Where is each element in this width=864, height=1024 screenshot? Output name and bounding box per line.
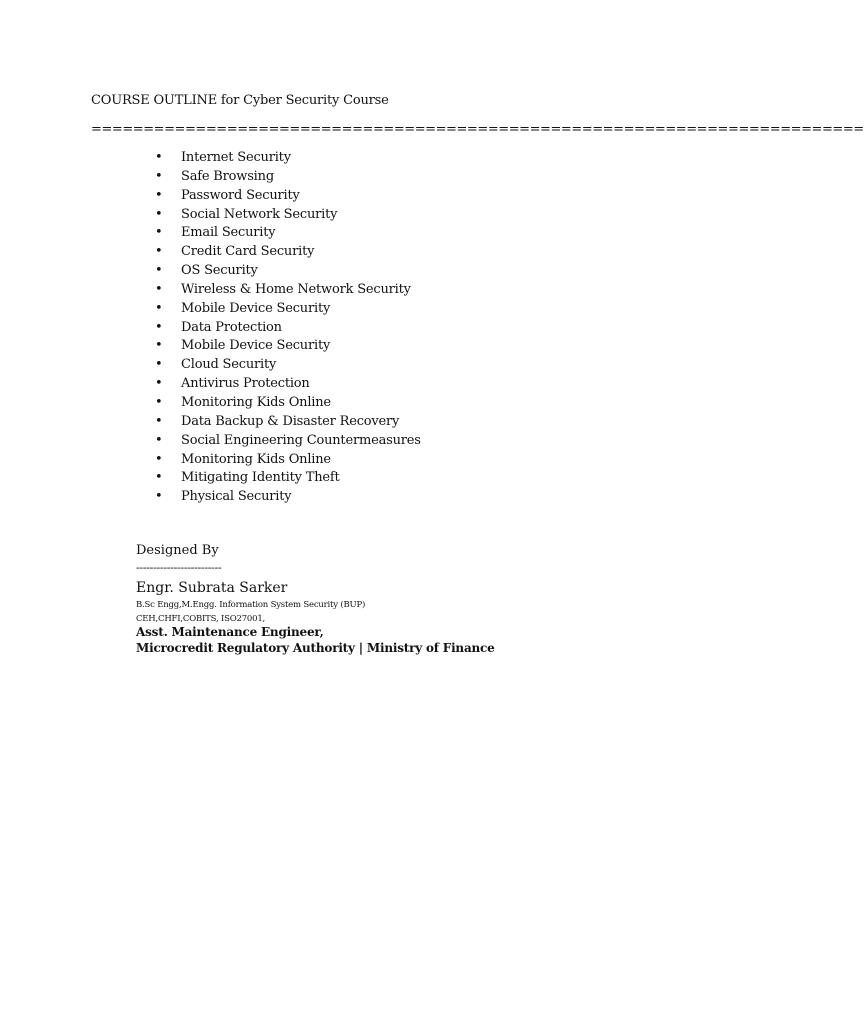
- author-position: Asst. Maintenance Engineer,: [136, 625, 324, 639]
- bullet-icon: •: [155, 225, 163, 241]
- bullet-icon: •: [155, 187, 163, 203]
- author-qualifications: B.Sc Engg,M.Engg. Information System Security (BUP): [136, 600, 366, 610]
- bullet-icon: •: [155, 244, 163, 260]
- bullet-icon: •: [155, 357, 163, 373]
- topic-label: Safe Browsing: [181, 168, 274, 184]
- topic-label: OS Security: [181, 263, 258, 279]
- topic-label: Social Engineering Countermeasures: [181, 432, 421, 448]
- bullet-icon: •: [155, 413, 163, 429]
- bullet-icon: •: [155, 281, 163, 297]
- bullet-icon: •: [155, 263, 163, 279]
- author-name: Engr. Subrata Sarker: [136, 580, 288, 596]
- topic-label: Cloud Security: [181, 357, 277, 373]
- bullet-icon: •: [155, 338, 163, 354]
- designed-by-label: Designed By: [136, 543, 219, 558]
- topic-label: Mobile Device Security: [181, 300, 331, 316]
- document-title: COURSE OUTLINE for Cyber Security Course: [91, 93, 389, 108]
- credits-divider: -------------------------: [136, 561, 222, 574]
- topic-label: Data Protection: [181, 319, 282, 335]
- bullet-icon: •: [155, 432, 163, 448]
- bullet-icon: •: [155, 150, 163, 165]
- bullet-icon: •: [155, 470, 163, 486]
- topic-label: Password Security: [181, 187, 300, 203]
- topic-label: Internet Security: [181, 150, 291, 165]
- bullet-icon: •: [155, 376, 163, 392]
- topic-label: Credit Card Security: [181, 244, 315, 260]
- topic-label: Antivirus Protection: [181, 376, 310, 392]
- bullet-icon: •: [155, 300, 163, 316]
- topic-label: Mitigating Identity Theft: [181, 470, 340, 486]
- topic-label: Mobile Device Security: [181, 338, 331, 354]
- bullet-icon: •: [155, 168, 163, 184]
- bullet-icon: •: [155, 394, 163, 410]
- bullet-icon: •: [155, 489, 163, 505]
- bullet-icon: •: [155, 206, 163, 222]
- topic-label: Social Network Security: [181, 206, 338, 222]
- topic-label: Monitoring Kids Online: [181, 451, 331, 467]
- topic-label: Physical Security: [181, 489, 292, 505]
- topic-label: Wireless & Home Network Security: [181, 281, 411, 297]
- topic-label: Monitoring Kids Online: [181, 394, 331, 410]
- topic-label: Data Backup & Disaster Recovery: [181, 413, 400, 429]
- author-certifications: CEH,CHFI,COBITS, ISO27001,: [136, 614, 266, 624]
- bullet-icon: •: [155, 451, 163, 467]
- bullet-icon: •: [155, 319, 163, 335]
- title-separator: ==========================================================================: [91, 122, 864, 137]
- author-organization: Microcredit Regulatory Authority | Ministry of Finance: [136, 641, 495, 655]
- topic-label: Email Security: [181, 225, 276, 241]
